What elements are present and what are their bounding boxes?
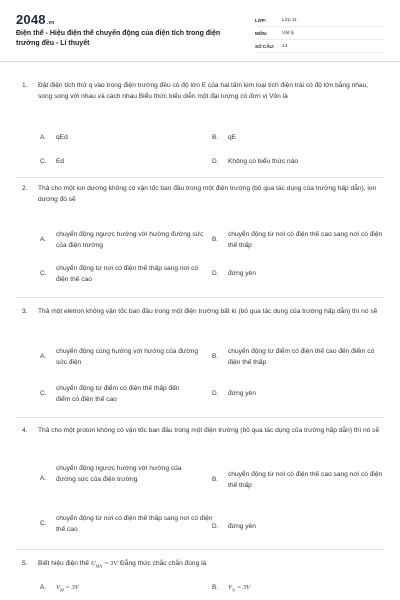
divider [16, 297, 384, 298]
question-4-number: 4. [22, 427, 28, 434]
logo: 2048.vn [16, 12, 55, 27]
question-1-number: 1. [22, 82, 28, 89]
question-2-text: Thả cho một ion dương không có vận tốc ban đầu trong một điện trường (bỏ qua tác dụng của trường hấp dẫn), ion dương đó sẽ [38, 185, 377, 203]
question-1-text: Đặt điện tích thử q vào trong điện trường đều có độ lớn E của hai tấm kim loại tích điện trái có độ lớn bằng nhau, song song với nhau và cách nhau Biểu thức biểu diễn một đại lượng có đơn vị Vôn là [38, 82, 369, 100]
page-header [0, 0, 400, 62]
divider [16, 417, 384, 418]
question-4-text: Thả cho một proton không có vận tốc ban đầu trong một điện trường (bỏ qua tác dụng của trường hấp dẫn) thì nó sẽ [38, 427, 380, 434]
question-3-text: Thả một eletron không vận tốc ban đầu trong một điện trường bất kì (bỏ qua tác dụng của trường hấp dẫn) thì nó sẽ [38, 308, 378, 315]
meta-row-class: LỚP: Lớp 11 [255, 14, 385, 27]
meta-row-subject: MÔN: Vật lý [255, 27, 385, 40]
divider [16, 549, 384, 550]
document-title: Điện thế - Hiệu điện thế chuyển động của điện tích trong điện trường đều - Lí thuyết [16, 30, 221, 47]
question-5-number: 5. [22, 560, 28, 567]
divider [16, 177, 384, 178]
question-2-number: 2. [22, 185, 28, 192]
question-3-number: 3. [22, 308, 28, 315]
meta-table [255, 14, 385, 53]
meta-row-count: SỐ CÂU: 14 [255, 40, 385, 53]
math-voltage-umn: $U_{MN}$ [90, 560, 103, 569]
question-5-text: Biết hiệu điện thế $U_{MN} = 3V$. Đẳng thức chắc chắn đúng là [38, 560, 207, 569]
